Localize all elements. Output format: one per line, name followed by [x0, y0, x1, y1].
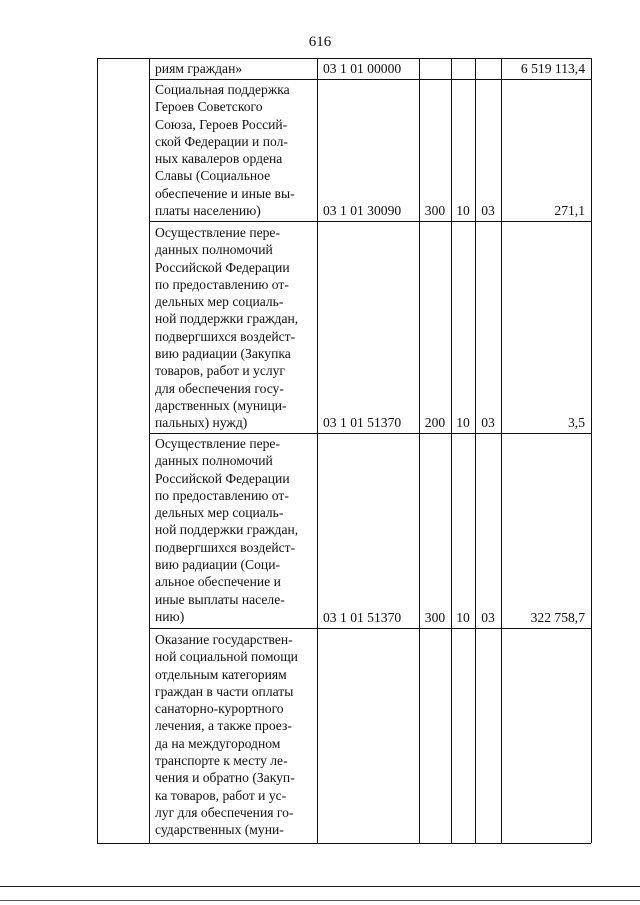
budget-table: [97, 58, 591, 843]
row-4-col4: 300: [424, 610, 446, 625]
row-4-code: 03 1 01 51370: [323, 610, 402, 625]
row-4-col5: 10: [456, 610, 470, 625]
scan-edge-line: [0, 900, 640, 901]
row-2-amount: 271,1: [554, 203, 585, 218]
page-number: 616: [308, 34, 332, 50]
row-3-amount: 3,5: [568, 415, 585, 430]
row-divider: [149, 433, 591, 434]
row-2-col4: 300: [424, 203, 446, 218]
table-border-bottom: [97, 843, 591, 844]
row-divider: [149, 221, 591, 222]
row-5-description: Оказание государствен- ной социальной помощи отдельным категориям граждан в части оплаты санаторно-курортного лечения, а также проез- да на междугородном транспорте к месту ле- чения и обратно (Закуп- ка товаров, работ и ус- луг для обеспечения го- сударственных (муни-: [155, 632, 298, 838]
scan-edge-line: [0, 886, 640, 887]
row-1-amount: 6 519 113,4: [520, 61, 585, 76]
row-3-code: 03 1 01 51370: [323, 415, 402, 430]
row-3-col4: 200: [424, 415, 446, 430]
row-1-code: 03 1 01 00000: [323, 61, 402, 76]
row-divider: [149, 628, 591, 629]
column-divider: [317, 58, 318, 843]
row-2-code: 03 1 01 30090: [323, 203, 402, 218]
table-border-left: [97, 58, 98, 843]
row-4-col6: 03: [481, 610, 495, 625]
column-divider: [419, 58, 420, 843]
table-border-top: [97, 58, 591, 59]
column-divider: [149, 58, 150, 843]
row-2-col5: 10: [456, 203, 470, 218]
row-4-description: Осуществление пере- данных полномочий Российской Федерации по предоставлению от- дельных мер социаль- ной поддержки граждан, подвергшихся воздейст- вию радиации (Соци- альное обеспечение и иные выплаты населе- нию): [155, 436, 299, 624]
column-divider: [451, 58, 452, 843]
row-1-description: риям граждан»: [155, 61, 243, 76]
row-4-amount: 322 758,7: [530, 610, 585, 625]
row-divider: [149, 79, 591, 80]
row-3-description: Осуществление пере- данных полномочий Российской Федерации по предоставлению от- дельных мер социаль- ной поддержки граждан, подвергшихся воздейст- вию радиации (Закупка товаров, работ и услуг для обеспечения госу- дарственных (муници- пальных) нужд): [155, 225, 299, 431]
row-3-col5: 10: [456, 415, 470, 430]
table-border-right: [591, 58, 592, 843]
column-divider: [475, 58, 476, 843]
row-2-col6: 03: [481, 203, 495, 218]
row-3-col6: 03: [481, 415, 495, 430]
row-2-description: Социальная поддержка Героев Советского Союза, Героев Россий- ской Федерации и пол- ных кавалеров ордена Славы (Социальное обеспечение и иные вы- платы населению): [155, 82, 295, 219]
column-divider: [501, 58, 502, 843]
